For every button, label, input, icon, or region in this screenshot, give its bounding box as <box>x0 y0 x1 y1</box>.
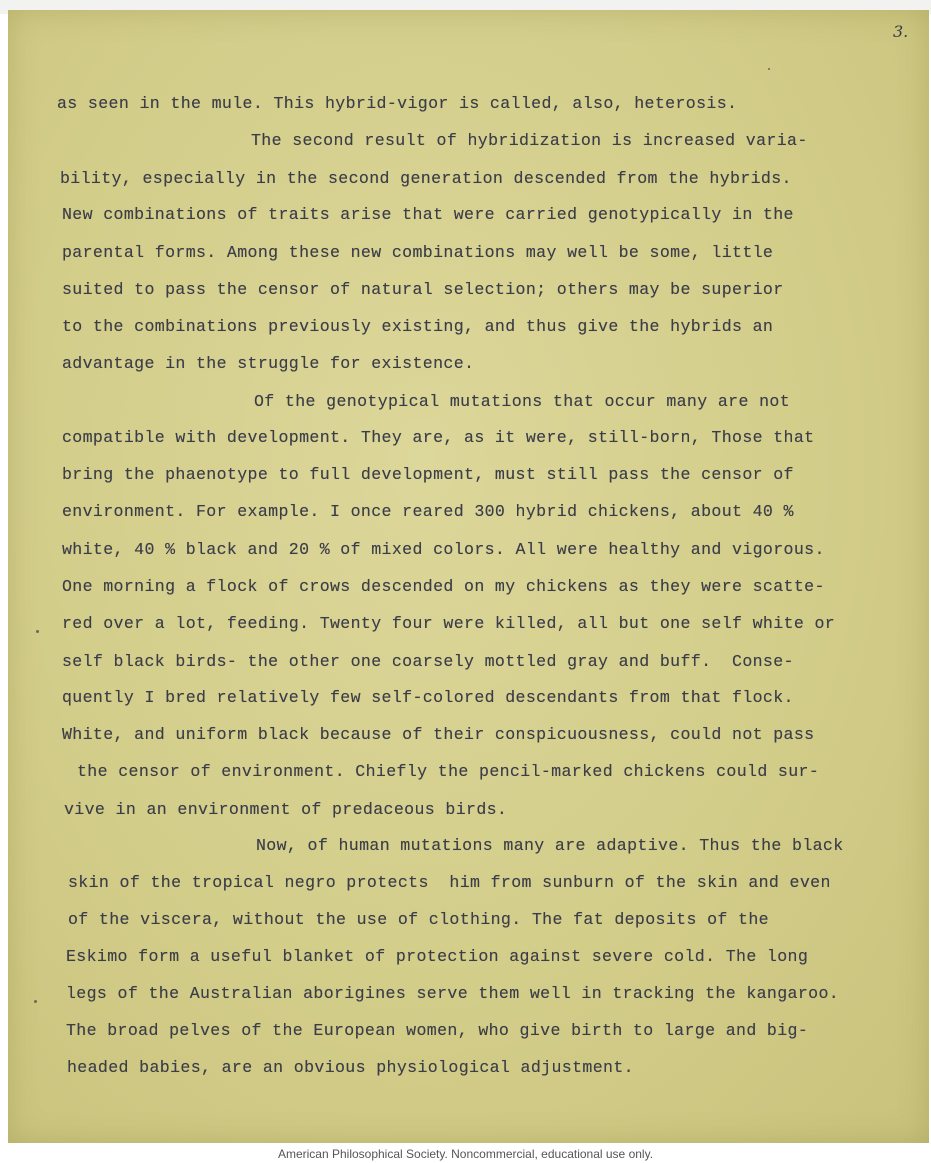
body-line-13: white, 40 % black and 20 % of mixed colors. All were healthy and vigorous. <box>62 540 825 559</box>
body-line-5: parental forms. Among these new combinations may well be some, little <box>62 243 774 262</box>
body-line-4: New combinations of traits arise that were carried genotypically in the <box>62 205 794 224</box>
body-line-16: self black birds- the other one coarsely mottled gray and buff. Conse- <box>62 652 794 671</box>
paper-speck <box>34 1000 37 1003</box>
body-line-17: quently I bred relatively few self-colored descendants from that flock. <box>62 688 794 707</box>
paper-speck <box>768 68 770 70</box>
body-line-10: compatible with development. They are, as it were, still-born, Those that <box>62 428 815 447</box>
body-line-24: Eskimo form a useful blanket of protection against severe cold. The long <box>66 947 809 966</box>
body-line-21: Now, of human mutations many are adaptive. Thus the black <box>256 836 844 855</box>
body-line-27: headed babies, are an obvious physiological adjustment. <box>67 1058 634 1077</box>
body-line-1: as seen in the mule. This hybrid-vigor is called, also, heterosis. <box>57 94 738 113</box>
body-line-23: of the viscera, without the use of clothing. The fat deposits of the <box>68 910 769 929</box>
body-line-9: Of the genotypical mutations that occur many are not <box>254 392 791 411</box>
body-line-14: One morning a flock of crows descended on my chickens as they were scatte- <box>62 577 825 596</box>
body-line-15: red over a lot, feeding. Twenty four were killed, all but one self white or <box>62 614 836 633</box>
body-line-22: skin of the tropical negro protects him from sunburn of the skin and even <box>68 873 831 892</box>
body-line-26: The broad pelves of the European women, who give birth to large and big- <box>66 1021 809 1040</box>
body-line-6: suited to pass the censor of natural selection; others may be superior <box>62 280 784 299</box>
body-line-20: vive in an environment of predaceous birds. <box>64 800 508 819</box>
body-line-19: the censor of environment. Chiefly the pencil-marked chickens could sur- <box>77 762 820 781</box>
archive-credit-footer: American Philosophical Society. Noncommercial, educational use only. <box>0 1145 931 1163</box>
body-line-7: to the combinations previously existing, and thus give the hybrids an <box>62 317 774 336</box>
body-line-25: legs of the Australian aborigines serve them well in tracking the kangaroo. <box>66 984 840 1003</box>
body-line-8: advantage in the struggle for existence. <box>62 354 475 373</box>
paper-speck <box>36 630 39 633</box>
body-line-12: environment. For example. I once reared 300 hybrid chickens, about 40 % <box>62 502 794 521</box>
body-line-11: bring the phaenotype to full development, must still pass the censor of <box>62 465 794 484</box>
page-number: 3. <box>893 22 909 41</box>
body-line-3: bility, especially in the second generation descended from the hybrids. <box>60 169 792 188</box>
body-line-18: White, and uniform black because of their conspicuousness, could not pass <box>62 725 815 744</box>
body-line-2: The second result of hybridization is increased varia- <box>251 131 808 150</box>
